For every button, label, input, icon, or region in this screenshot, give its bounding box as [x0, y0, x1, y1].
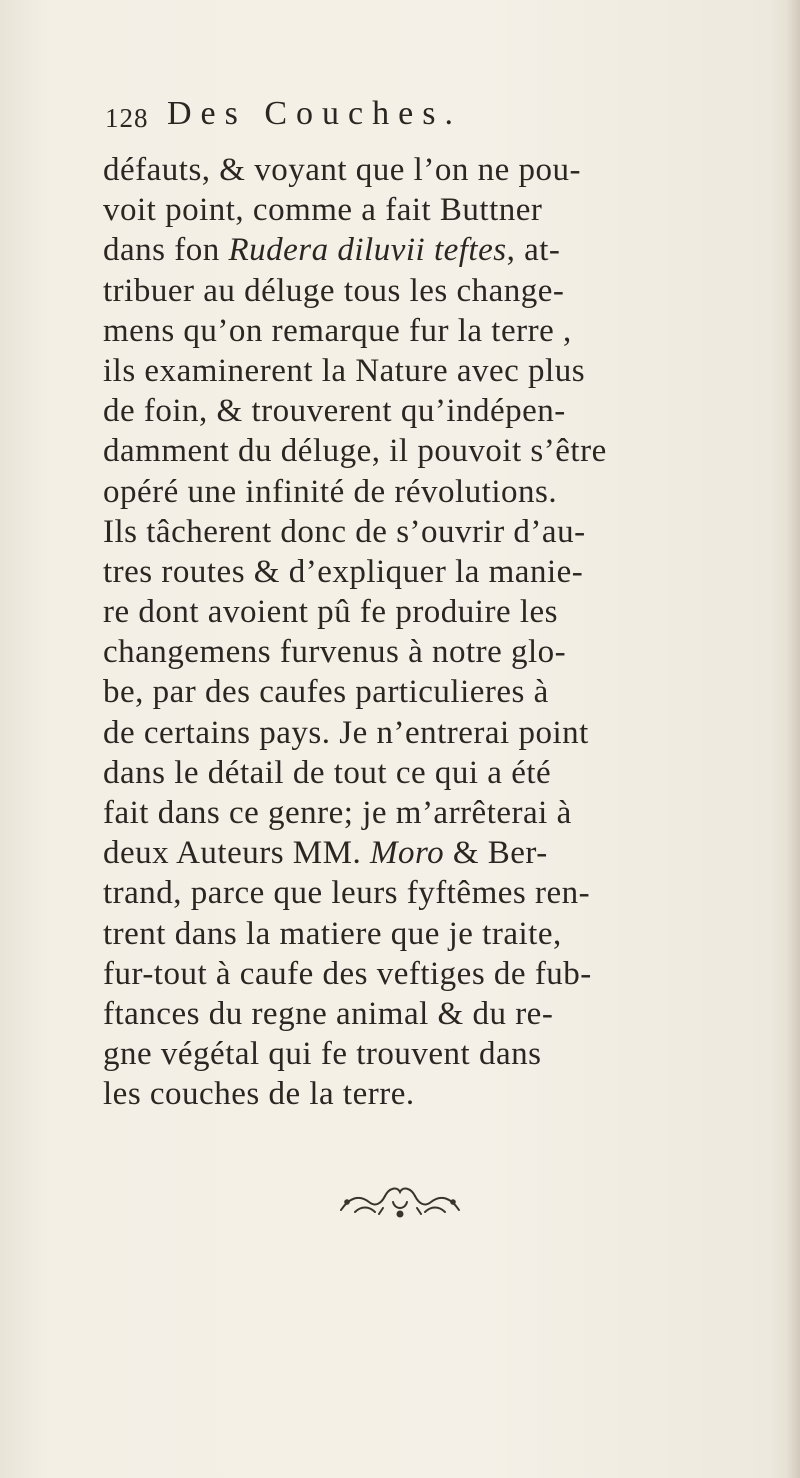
text-segment: ftances du regne animal & du re- [103, 995, 554, 1032]
body-text [103, 150, 793, 1115]
text-segment: gne végétal qui fe trouvent dans [103, 1036, 542, 1073]
text-segment: dans fon [103, 232, 229, 269]
text-segment: re dont avoient pû fe produire les [103, 594, 559, 631]
text-segment: opéré une infinité de révolutions. [103, 473, 558, 510]
page-header [105, 95, 725, 145]
text-segment: trand, parce que leurs fyftêmes ren- [103, 875, 591, 912]
running-head: Des Couches. [167, 95, 462, 132]
text-segment: de foin, & trouverent qu’indépen- [103, 393, 566, 430]
text-segment: voit point, comme a fait Buttner [103, 192, 543, 229]
text-segment: be, par des caufes particulieres à [103, 674, 549, 711]
text-line [103, 994, 793, 1034]
text-segment: , at- [506, 232, 561, 269]
text-line [103, 230, 793, 270]
text-line [103, 190, 793, 230]
text-segment: les couches de la terre. [103, 1076, 415, 1113]
page-number: 128 [105, 103, 149, 133]
text-line [103, 1074, 793, 1114]
text-line [103, 1034, 793, 1074]
text-line [103, 150, 793, 190]
text-line [103, 713, 793, 753]
text-line [103, 672, 793, 712]
text-segment: deux Auteurs MM. [103, 835, 370, 872]
text-line [103, 512, 793, 552]
text-segment: fur-tout à caufe des veftiges de fub- [103, 955, 592, 992]
text-segment: fait dans ce genre; je m’arrêterai à [103, 795, 572, 831]
floral-tailpiece-icon [335, 1180, 465, 1220]
text-line [103, 954, 793, 994]
italic-text-segment: Moro [370, 835, 445, 872]
text-segment: défauts, & voyant que l’on ne pou- [103, 152, 581, 188]
text-segment: damment du déluge, il pouvoit s’être [103, 433, 607, 470]
text-segment: & Ber- [444, 835, 548, 872]
text-line [103, 271, 793, 311]
text-segment: changemens furvenus à notre glo- [103, 634, 567, 671]
text-line [103, 552, 793, 592]
text-line [103, 431, 793, 471]
text-line [103, 793, 793, 833]
text-line [103, 632, 793, 672]
text-segment: tres routes & d’expliquer la manie- [103, 553, 584, 590]
text-line [103, 311, 793, 351]
text-line [103, 592, 793, 632]
text-segment: Ils tâcherent donc de s’ouvrir d’au- [103, 513, 586, 550]
text-line [103, 753, 793, 793]
text-segment: mens qu’on remarque fur la terre , [103, 312, 572, 349]
text-segment: tribuer au déluge tous les change- [103, 272, 565, 309]
text-line [103, 914, 793, 954]
text-segment: de certains pays. Je n’entrerai point [103, 714, 589, 751]
text-line [103, 351, 793, 391]
text-segment: ils examinerent la Nature avec plus [103, 352, 586, 389]
text-line [103, 391, 793, 431]
text-line [103, 833, 793, 873]
text-line [103, 472, 793, 512]
text-segment: dans le détail de tout ce qui a été [103, 754, 552, 791]
text-segment: trent dans la matiere que je traite, [103, 915, 562, 952]
text-line [103, 873, 793, 913]
italic-text-segment: Rudera diluvii teftes [228, 232, 507, 269]
